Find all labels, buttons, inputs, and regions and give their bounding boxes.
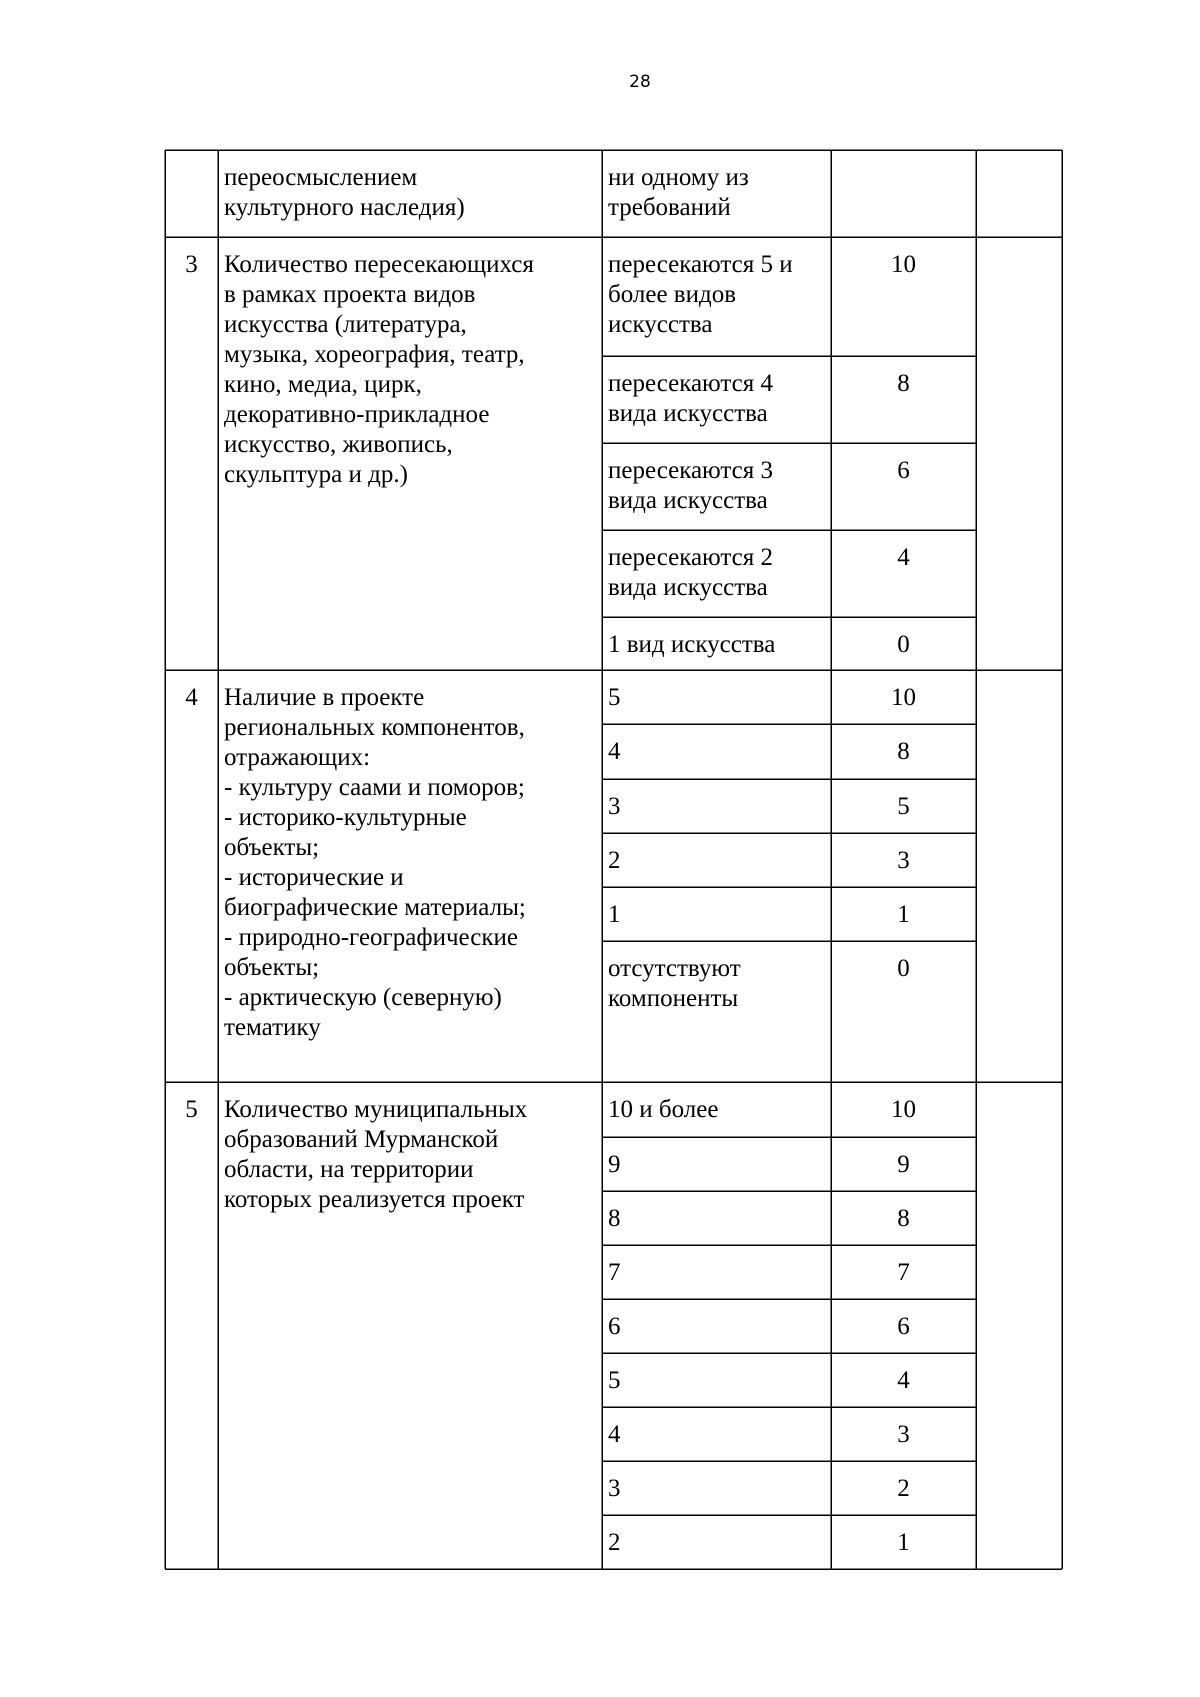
score-value: 5 (897, 793, 910, 820)
option-text: ни одному из требований (608, 164, 749, 221)
score-value: 3 (897, 1421, 910, 1448)
score-value: 7 (897, 1259, 910, 1286)
score-value: 8 (897, 370, 910, 397)
score-value: 4 (897, 544, 910, 571)
option-text: 5 (608, 1367, 621, 1394)
option-text: 5 (608, 684, 621, 711)
score-value: 10 (891, 1096, 916, 1123)
option-text: пересекаются 5 и более видов искусства (608, 251, 793, 338)
criterion-text: переосмыслением культурного наследия) (224, 164, 465, 221)
criterion-text: Количество муниципальных образований Мурманской области, на территории которых реализуется проект (224, 1096, 528, 1213)
option-text: 2 (608, 1529, 621, 1556)
page-number: 28 (629, 72, 651, 92)
option-text: 2 (608, 847, 621, 874)
option-text: 3 (608, 1475, 621, 1502)
criterion-text: Количество пересекающихся в рамках проекта видов искусства (литература, музыка, хореография, театр, кино, медиа, цирк, декоративно-прикладное искусство, живопись, скульптура и др.) (224, 251, 534, 488)
score-value: 6 (897, 457, 910, 484)
score-value: 1 (897, 901, 910, 928)
criterion-number: 5 (185, 1096, 198, 1123)
option-text: отсутствуют компоненты (608, 955, 741, 1012)
score-value: 3 (897, 847, 910, 874)
score-value: 10 (891, 251, 916, 278)
option-text: 7 (608, 1259, 621, 1286)
score-value: 8 (897, 738, 910, 765)
option-text: пересекаются 4 вида искусства (608, 370, 773, 427)
option-text: 1 вид искусства (608, 631, 776, 658)
score-value: 9 (897, 1151, 910, 1178)
score-value: 0 (897, 955, 910, 982)
option-text: 4 (608, 1421, 621, 1448)
option-text: 8 (608, 1205, 621, 1232)
score-value: 8 (897, 1205, 910, 1232)
criterion-number: 3 (185, 251, 198, 278)
criterion-number: 4 (185, 684, 198, 711)
option-text: пересекаются 2 вида искусства (608, 544, 773, 601)
score-value: 2 (897, 1475, 910, 1502)
option-text: 4 (608, 738, 621, 765)
option-text: пересекаются 3 вида искусства (608, 457, 773, 514)
option-text: 9 (608, 1151, 621, 1178)
option-text: 10 и более (608, 1096, 719, 1123)
score-value: 0 (897, 631, 910, 658)
option-text: 1 (608, 901, 621, 928)
criterion-text: Наличие в проекте региональных компонентов, отражающих: - культуру саами и поморов; - историко-культурные объекты; - исторические и биографические материалы; - природно-географические объекты; - арктическую (северную) тематику (224, 684, 526, 1041)
option-text: 3 (608, 793, 621, 820)
score-value: 6 (897, 1313, 910, 1340)
score-value: 4 (897, 1367, 910, 1394)
score-value: 10 (891, 684, 916, 711)
score-value: 1 (897, 1529, 910, 1556)
option-text: 6 (608, 1313, 621, 1340)
